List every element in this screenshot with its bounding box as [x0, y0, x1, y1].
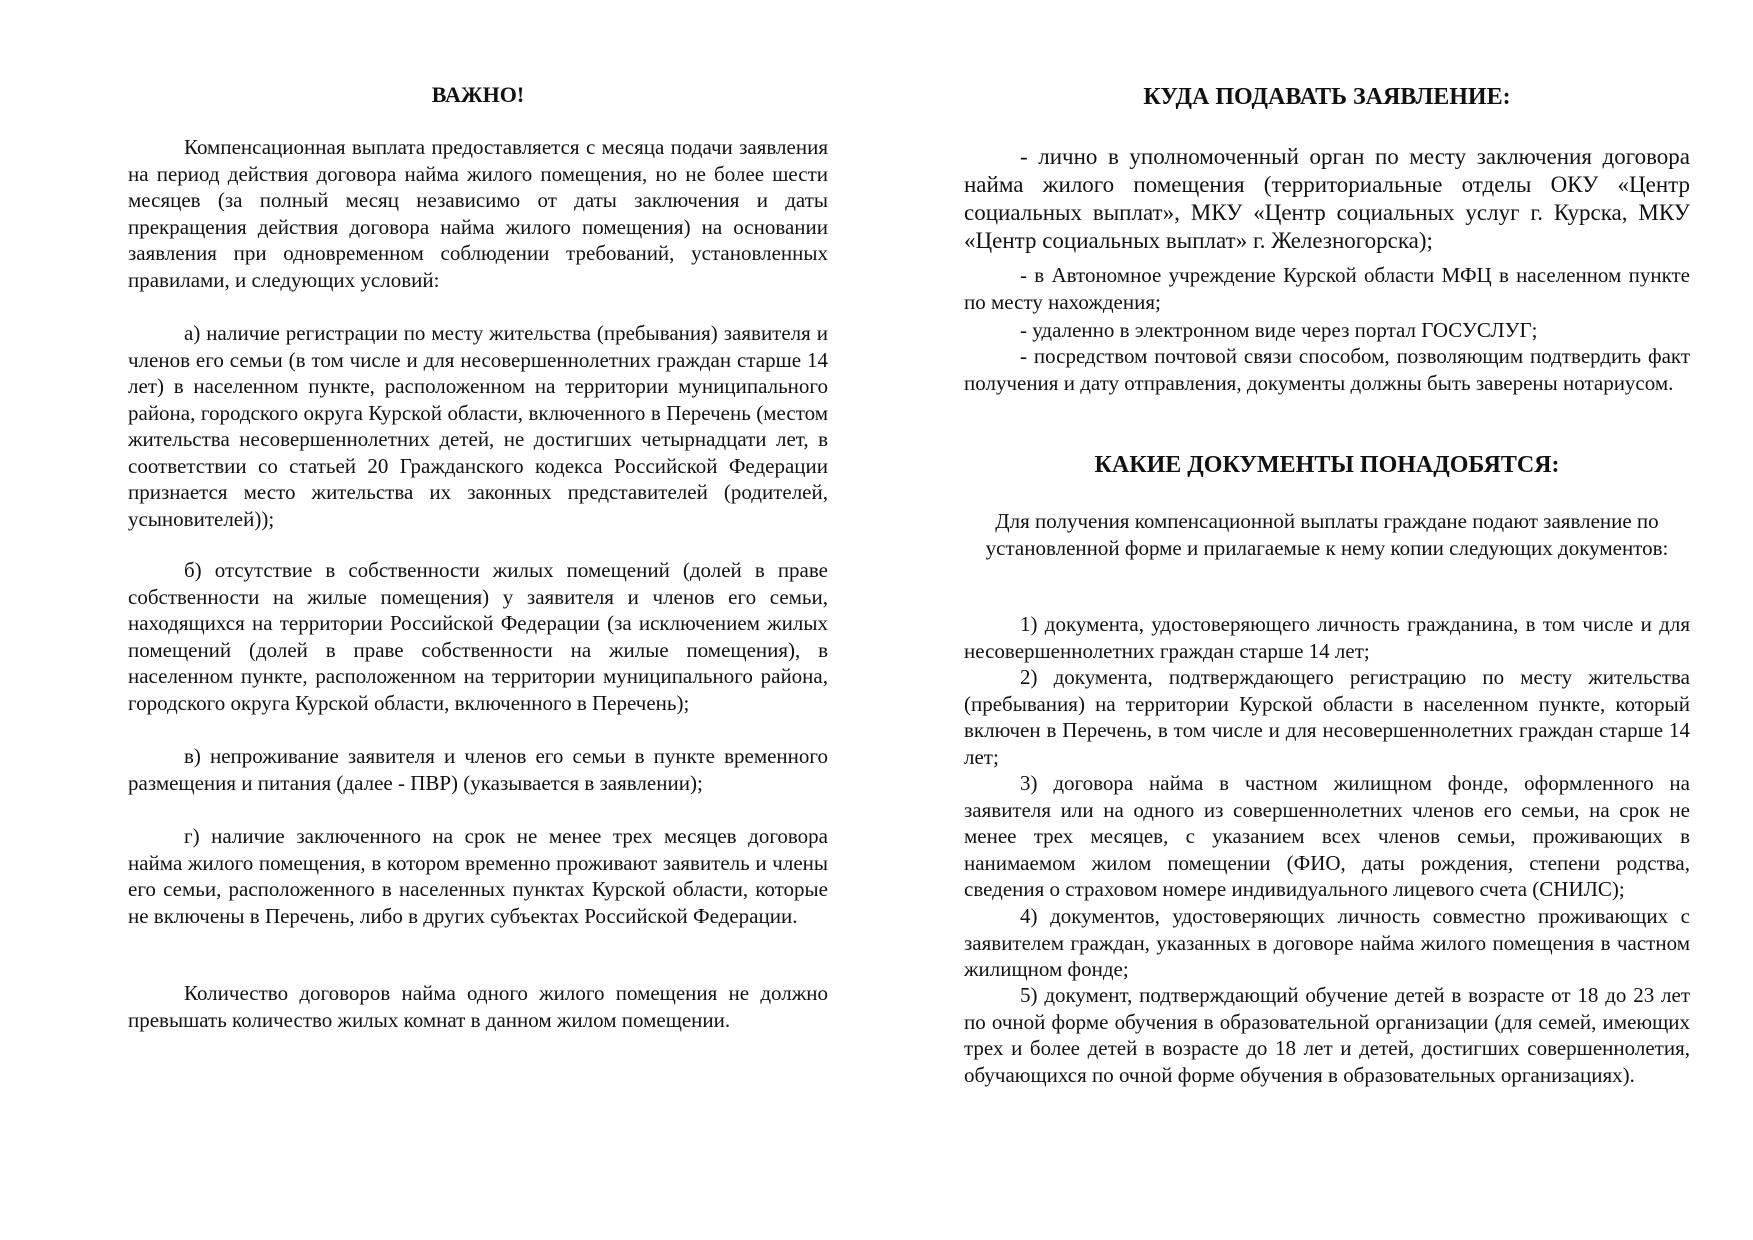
where-item-mfc: - в Автономное учреждение Курской области МФЦ в населенном пункте по месту нахождения;	[964, 263, 1690, 314]
document-item-4: 4) документов, удостоверяющих личность совместно проживающих с заявителем граждан, указанных в договоре найма жилого помещения в частном жилищном фонде;	[964, 904, 1690, 981]
where-heading: КУДА ПОДАВАТЬ ЗАЯВЛЕНИЕ:	[1143, 84, 1511, 110]
where-item-post: - посредством почтовой связи способом, позволяющим подтвердить факт получения и дату отправления, документы должны быть заверены нотариусом.	[964, 344, 1690, 395]
where-item-gosuslugi: - удаленно в электронном виде через портал ГОСУСЛУГ;	[1020, 318, 1538, 342]
where-item-in-person: - лично в уполномоченный орган по месту заключения договора найма жилого помещения (территориальные отделы ОКУ «Центр социальных выплат», МКУ «Центр социальных услуг г. Курска, МКУ «Центр социальных выплат» г. Железногорска);	[964, 144, 1690, 253]
condition-b: б) отсутствие в собственности жилых помещений (долей в праве собственности на жилые помещения) у заявителя и членов его семьи, находящихся на территории Российской Федерации (за исключением жилых помещений (долей в праве собственности на жилые помещения), в населенном пункте, расположенном на территории муниципального района, городского округа Курской области, включенного в Перечень);	[128, 558, 828, 715]
condition-v: в) непроживание заявителя и членов его семьи в пункте временного размещения и питания (далее - ПВР) (указывается в заявлении);	[128, 744, 828, 795]
documents-intro: Для получения компенсационной выплаты граждане подают заявление по установленной форме и прилагаемые к нему копии следующих документов:	[985, 509, 1669, 560]
condition-g: г) наличие заключенного на срок не менее трех месяцев договора найма жилого помещения, в котором временно проживают заявитель и члены его семьи, расположенного в населенных пунктах Курской области, которые не включены в Перечень, либо в других субъектах Российской Федерации.	[128, 824, 828, 928]
document-item-5: 5) документ, подтверждающий обучение детей в возрасте от 18 до 23 лет по очной форме обучения в образовательной организации (для семей, имеющих трех и более детей в возрасте до 18 лет и детей, достигших совершеннолетия, обучающихся по очной форме обучения в образовательных организациях).	[964, 983, 1690, 1087]
document-item-1: 1) документа, удостоверяющего личность гражданина, в том числе и для несовершеннолетних граждан старше 14 лет;	[964, 612, 1690, 663]
documents-heading: КАКИЕ ДОКУМЕНТЫ ПОНАДОБЯТСЯ:	[1094, 452, 1560, 478]
contracts-note: Количество договоров найма одного жилого помещения не должно превышать количество жилых комнат в данном жилом помещении.	[128, 981, 828, 1032]
intro-paragraph: Компенсационная выплата предоставляется с месяца подачи заявления на период действия договора найма жилого помещения, но не более шести месяцев (за полный месяц независимо от даты заключения и даты прекращения действия договора найма жилого помещения) на основании заявления при одновременном соблюдении требований, установленных правилами, и следующих условий:	[128, 135, 828, 292]
document-item-3: 3) договора найма в частном жилищном фонде, оформленного на заявителя или на одного из совершеннолетних членов его семьи, на срок не менее трех месяцев, с указанием всех членов семьи, проживающих в нанимаемом жилом помещении (ФИО, даты рождения, степени родства, сведения о страховом номере индивидуального лицевого счета (СНИЛС);	[964, 771, 1690, 901]
document-item-2: 2) документа, подтверждающего регистрацию по месту жительства (пребывания) на территории Курской области в населенном пункте, который включен в Перечень, в том числе и для несовершеннолетних граждан старше 14 лет;	[964, 665, 1690, 769]
important-heading: ВАЖНО!	[431, 82, 525, 107]
condition-a: а) наличие регистрации по месту жительства (пребывания) заявителя и членов его семьи (в том числе и для несовершеннолетних граждан старше 14 лет) в населенном пункте, расположенном на территории муниципального района, городского округа Курской области, включенного в Перечень (местом жительства несовершеннолетних детей, не достигших четырнадцати лет, в соответствии со статьей 20 Гражданского кодекса Российской Федерации признается место жительства их законных представителей (родителей, усыновителей));	[128, 321, 828, 531]
